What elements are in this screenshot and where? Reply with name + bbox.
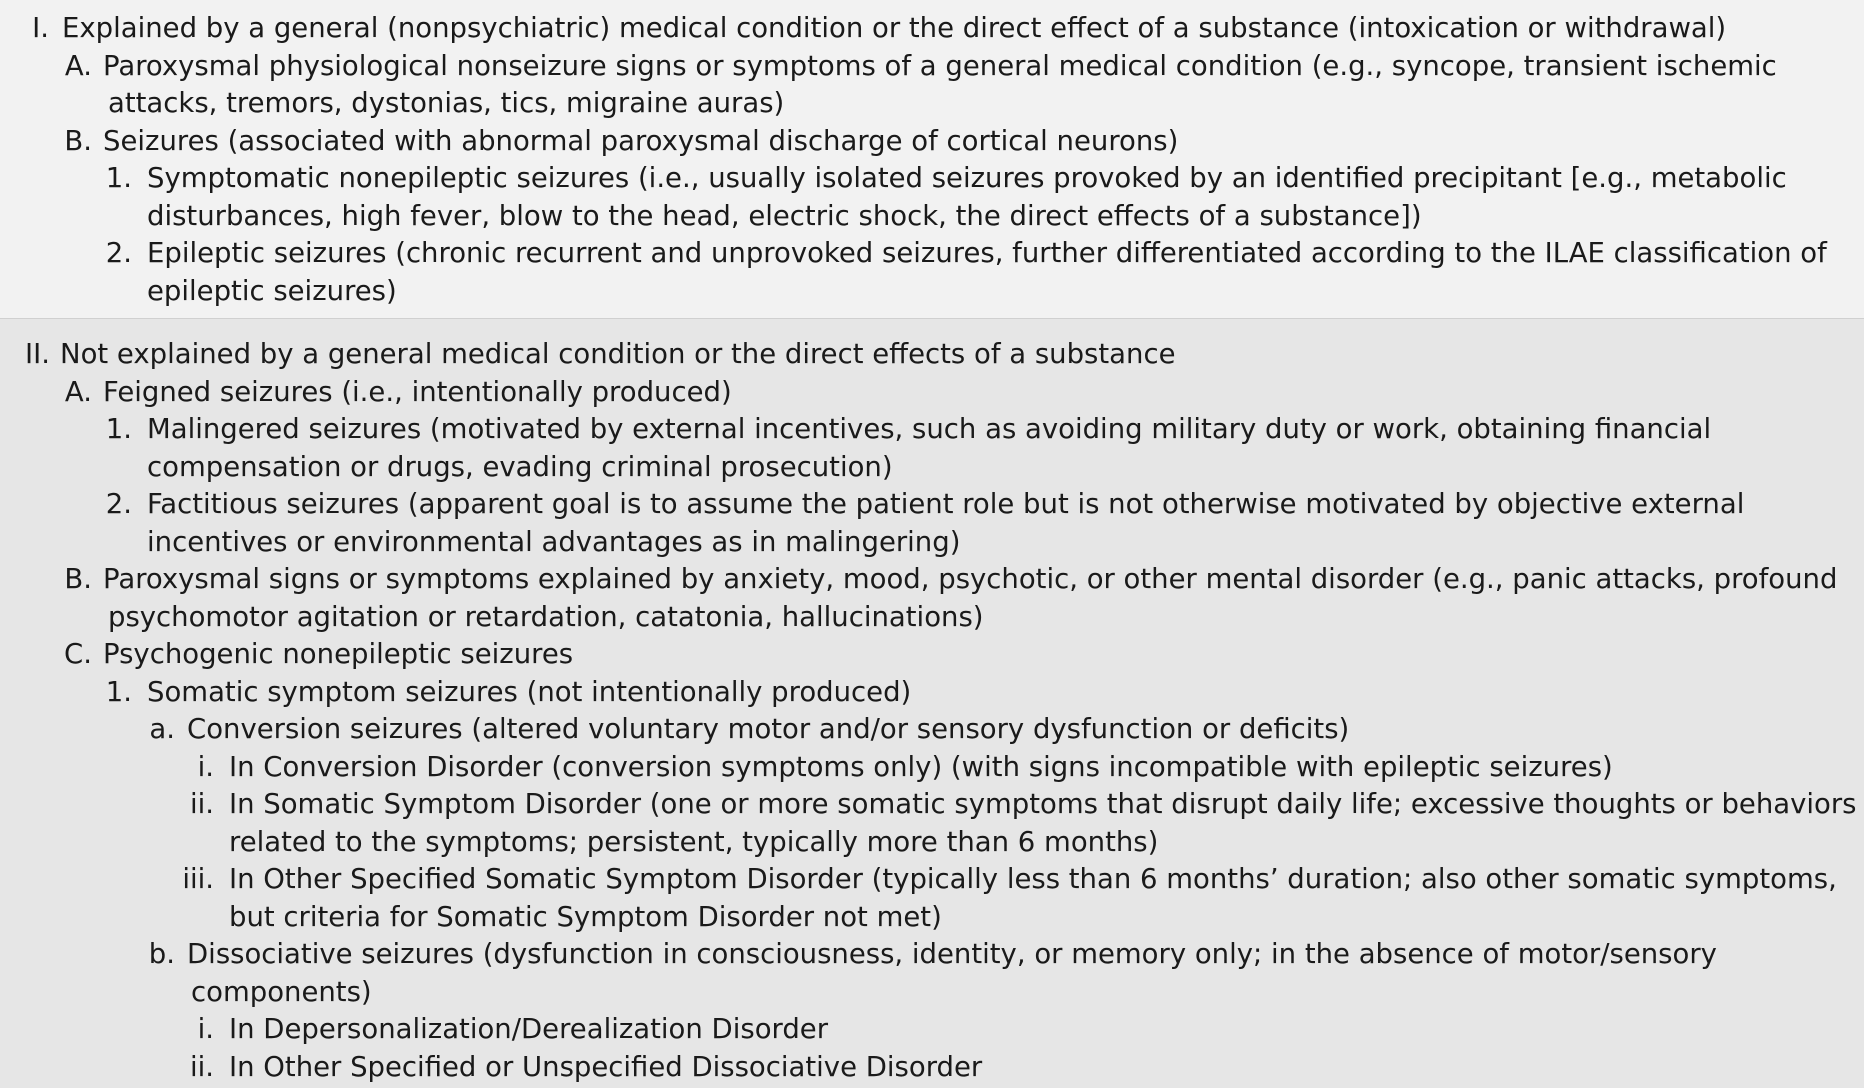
outline-item-II-C-1-b <box>0 936 1864 1011</box>
outline-text-continuation: disturbances, high fever, blow to the head, electric shock, the direct effects of a substance]) <box>147 199 1422 232</box>
outline-item-II-C-1-a <box>0 711 1864 749</box>
outline-text: Seizures (associated with abnormal paroxysmal discharge of cortical neurons) <box>103 124 1179 157</box>
outline-marker: ii. <box>189 788 214 820</box>
outline-marker: b. <box>148 938 175 970</box>
outline-item-II-B <box>0 561 1864 636</box>
outline-item-I-B-1 <box>0 160 1864 235</box>
outline-item-II-C-1-a-iii <box>0 861 1864 936</box>
outline-marker: i. <box>197 1013 214 1045</box>
outline-item-II-A-1 <box>0 411 1864 486</box>
outline-item-II-C-1-a-i <box>0 749 1864 787</box>
outline-text: In Conversion Disorder (conversion symptoms only) (with signs incompatible with epileptic seizures) <box>229 750 1613 783</box>
outline-item-I <box>0 10 1864 48</box>
outline-text: Dissociative seizures (dysfunction in consciousness, identity, or memory only; in the absence of motor/sensory <box>187 938 1717 970</box>
outline-item-II-C-1-a-ii <box>0 786 1864 861</box>
outline-text: Psychogenic nonepileptic seizures <box>103 638 574 670</box>
outline-marker: 1. <box>105 675 132 708</box>
outline-marker: B. <box>64 124 92 157</box>
outline-text-continuation: components) <box>191 975 372 1008</box>
outline-marker: B. <box>64 563 92 595</box>
outline-marker: 2. <box>105 488 132 520</box>
outline-text: In Other Specified or Unspecified Dissociative Disorder <box>229 1050 983 1083</box>
outline-marker: A. <box>64 49 92 82</box>
outline-text: Epileptic seizures (chronic recurrent and unprovoked seizures, further differentiated according to the ILAE classification of <box>147 237 1827 269</box>
outline-text: Paroxysmal physiological nonseizure signs or symptoms of a general medical condition (e.g., syncope, transient ischemic <box>103 49 1777 82</box>
outline-item-II-C-1 <box>0 674 1864 712</box>
outline-text-continuation: related to the symptoms; persistent, typically more than 6 months) <box>229 825 1159 858</box>
outline-marker: 2. <box>105 237 132 269</box>
outline-text: Malingered seizures (motivated by external incentives, such as avoiding military duty or work, obtaining financial <box>147 413 1712 445</box>
outline-marker: II. <box>25 338 50 370</box>
section-not-medical-explained <box>0 318 1864 1088</box>
outline-text-continuation: epileptic seizures) <box>147 274 397 307</box>
outline-marker: ii. <box>189 1050 214 1083</box>
outline-text-continuation: attacks, tremors, dystonias, tics, migraine auras) <box>108 87 785 119</box>
outline-marker: A. <box>64 375 92 408</box>
outline-text: In Somatic Symptom Disorder (one or more somatic symptoms that disrupt daily life; excessive thoughts or behaviors <box>229 788 1857 820</box>
outline-text: Explained by a general (nonpsychiatric) medical condition or the direct effect of a substance (intoxication or withdrawal) <box>62 12 1727 44</box>
outline-item-II-C-1-b-ii <box>0 1049 1864 1087</box>
outline-item-I-B-2 <box>0 235 1864 310</box>
outline-marker: 1. <box>105 413 132 445</box>
outline-marker: I. <box>32 12 49 44</box>
outline-text-continuation: but criteria for Somatic Symptom Disorder not met) <box>229 900 942 933</box>
outline-text: Somatic symptom seizures (not intentionally produced) <box>147 675 912 708</box>
outline-marker: a. <box>149 713 175 745</box>
outline-item-II-C-1-b-i <box>0 1011 1864 1049</box>
outline-text: Not explained by a general medical condition or the direct effects of a substance <box>60 338 1176 370</box>
outline-text: Symptomatic nonepileptic seizures (i.e., usually isolated seizures provoked by an identified precipitant [e.g., metabolic <box>147 162 1787 194</box>
outline-item-II <box>0 336 1864 374</box>
section-medical-explained <box>0 0 1864 318</box>
outline-text-continuation: psychomotor agitation or retardation, catatonia, hallucinations) <box>108 600 984 633</box>
outline-item-II-A <box>0 374 1864 412</box>
outline-text: Feigned seizures (i.e., intentionally produced) <box>103 375 732 408</box>
outline-marker: C. <box>64 638 92 670</box>
outline-text: Conversion seizures (altered voluntary motor and/or sensory dysfunction or deficits) <box>187 713 1350 745</box>
outline-item-I-B <box>0 123 1864 161</box>
outline-text: In Depersonalization/Derealization Disorder <box>229 1013 829 1045</box>
outline-marker: 1. <box>105 162 132 194</box>
outline-item-II-A-2 <box>0 486 1864 561</box>
outline-text: Paroxysmal signs or symptoms explained by anxiety, mood, psychotic, or other mental disorder (e.g., panic attacks, profound <box>103 563 1838 595</box>
outline-item-II-C <box>0 636 1864 674</box>
outline-marker: iii. <box>182 863 214 895</box>
outline-text: In Other Specified Somatic Symptom Disorder (typically less than 6 months’ duration; also other somatic symptoms, <box>229 863 1837 895</box>
outline-text: Factitious seizures (apparent goal is to assume the patient role but is not otherwise motivated by objective external <box>147 488 1745 520</box>
outline-item-I-A <box>0 48 1864 123</box>
outline-text-continuation: incentives or environmental advantages as in malingering) <box>147 525 961 558</box>
outline-marker: i. <box>197 750 214 783</box>
outline-text-continuation: compensation or drugs, evading criminal prosecution) <box>147 450 893 483</box>
